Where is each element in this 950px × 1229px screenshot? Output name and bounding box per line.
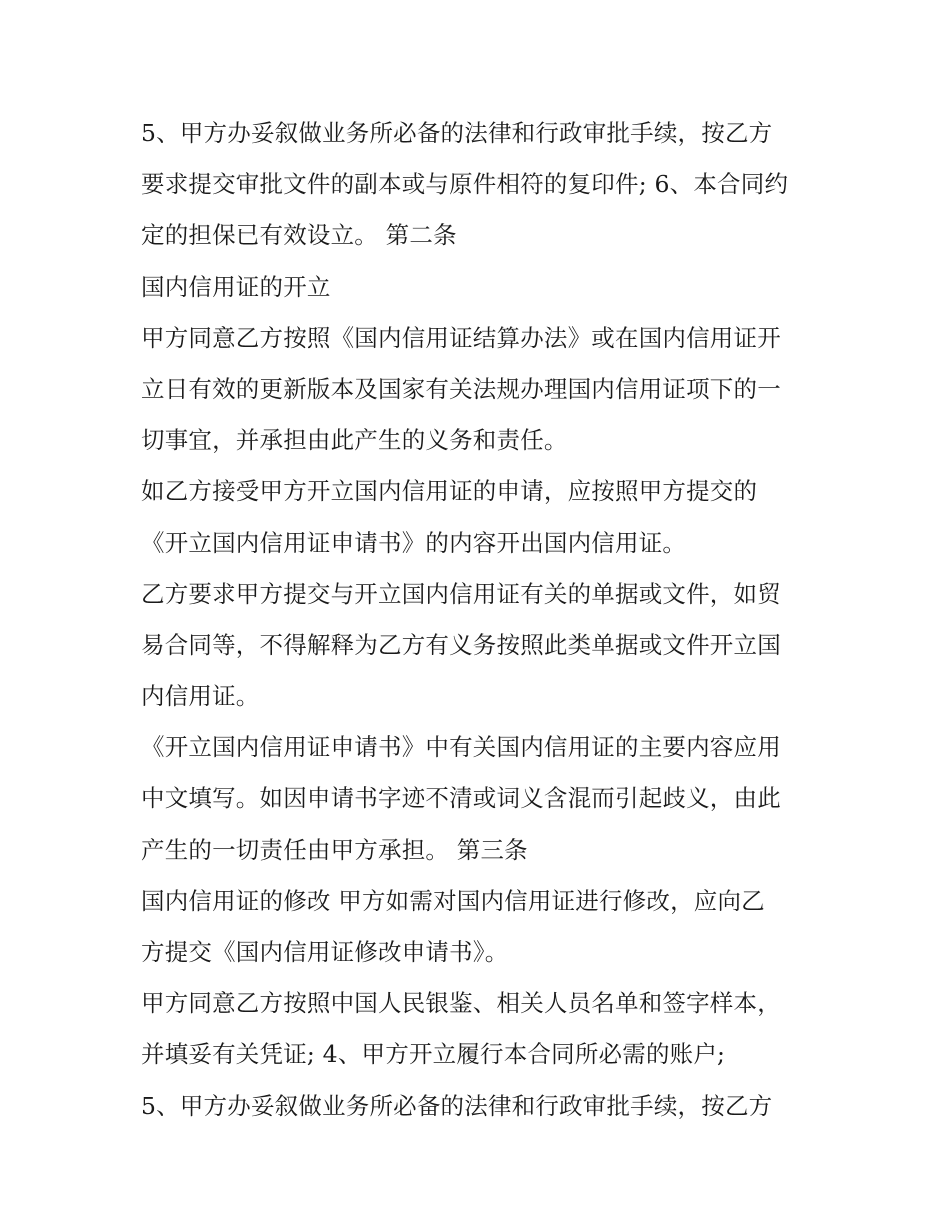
- text-line: 易合同等，不得解释为乙方有义务按照此类单据或文件开立国: [141, 630, 781, 659]
- text-line: 方提交《国内信用证修改申请书》。: [141, 938, 509, 966]
- text-line: 要求提交审批文件的副本或与原件相符的复印件; 6、本合同约: [141, 170, 789, 199]
- text-line: 内信用证。: [141, 682, 260, 711]
- text-line: 国内信用证的修改 甲方如需对国内信用证进行修改，应向乙: [141, 886, 765, 915]
- text-line: 甲方同意乙方按照《国内信用证结算办法》或在国内信用证开: [141, 323, 781, 352]
- text-line: 甲方同意乙方按照中国人民银鉴、相关人员名单和签字样本，: [141, 989, 781, 1018]
- text-line: 《开立国内信用证申请书》中有关国内信用证的主要内容应用: [141, 733, 781, 762]
- text-line: 定的担保已有效设立。 第二条: [141, 221, 457, 250]
- text-line: 《开立国内信用证申请书》的内容开出国内信用证。: [141, 528, 687, 557]
- text-line: 产生的一切责任由甲方承担。 第三条: [141, 835, 528, 864]
- text-line: 中文填写。如因申请书字迹不清或词义含混而引起歧义，由此: [141, 784, 781, 813]
- text-line: 如乙方接受甲方开立国内信用证的申请，应按照甲方提交的: [141, 477, 758, 506]
- text-line: 切事宜，并承担由此产生的义务和责任。: [141, 426, 568, 455]
- document-body: [141, 108, 821, 1132]
- text-line: 并填妥有关凭证; 4、甲方开立履行本合同所必需的账户;: [141, 1040, 726, 1069]
- text-line: 乙方要求甲方提交与开立国内信用证有关的单据或文件，如贸: [141, 579, 781, 608]
- text-line: 5、甲方办妥叙做业务所必备的法律和行政审批手续，按乙方: [141, 119, 773, 147]
- text-line: 5、甲方办妥叙做业务所必备的法律和行政审批手续，按乙方: [141, 1091, 773, 1120]
- text-line: 立日有效的更新版本及国家有关法规办理国内信用证项下的一: [141, 374, 781, 403]
- section-heading: 国内信用证的开立: [141, 272, 331, 301]
